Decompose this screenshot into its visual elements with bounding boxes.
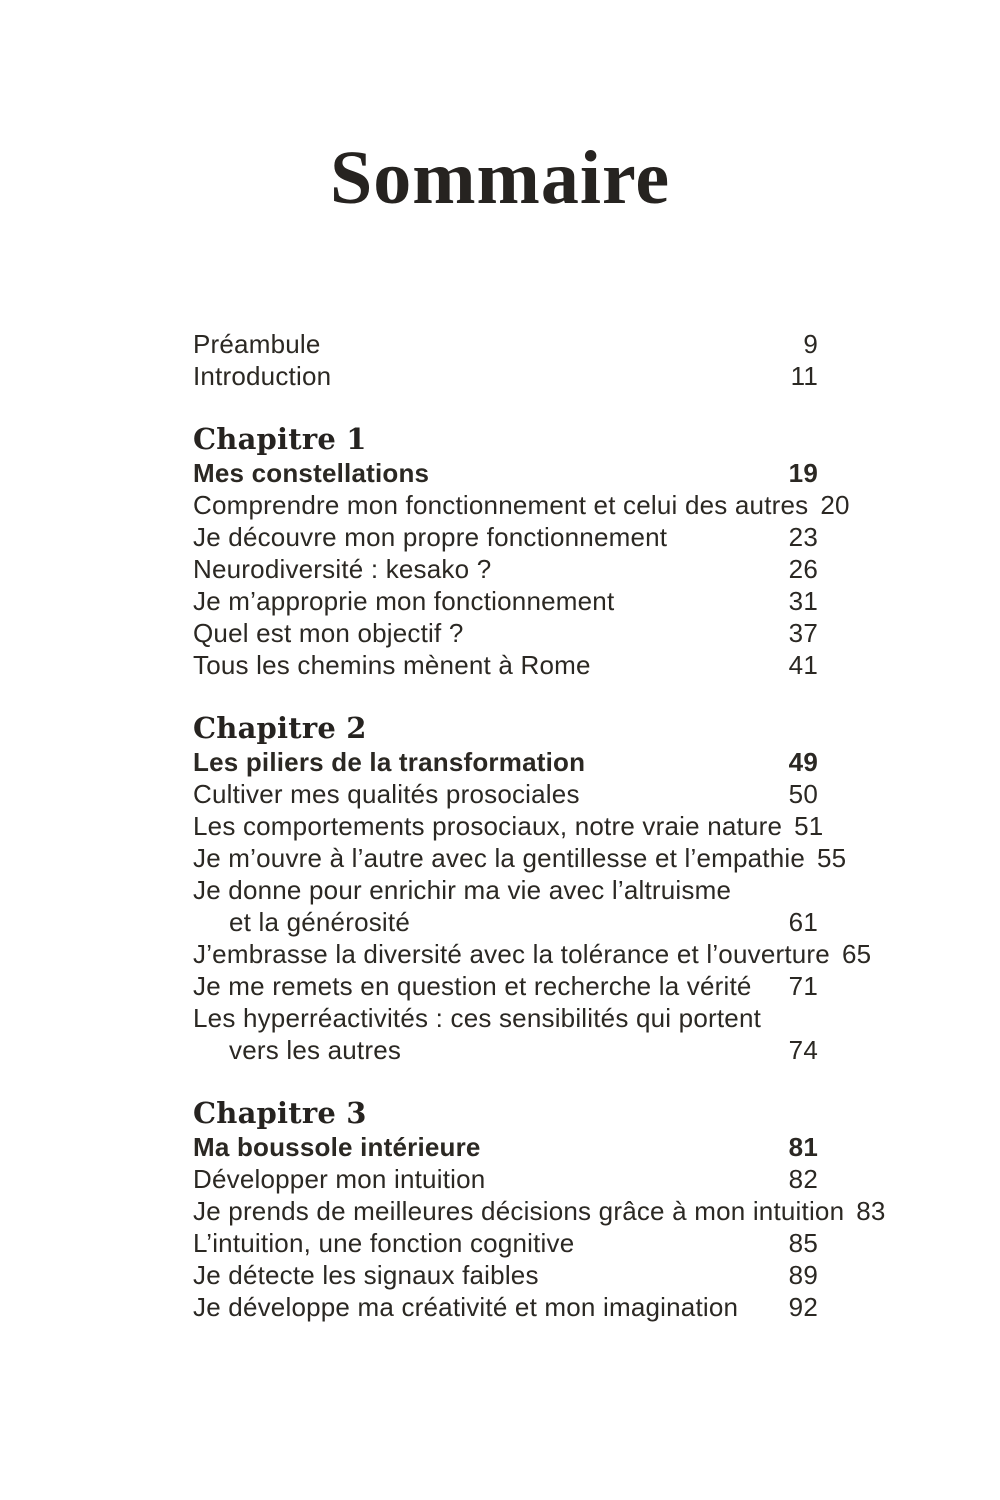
- toc-entry-page: 55: [817, 843, 847, 873]
- toc-entry-label: Tous les chemins mènent à Rome: [193, 650, 591, 680]
- chapter-title-entry-label: Ma boussole intérieure: [193, 1132, 481, 1162]
- toc-entry-page: 51: [794, 811, 824, 841]
- toc-entry-page: 71: [788, 971, 818, 1001]
- toc-entry-page: 89: [788, 1260, 818, 1290]
- chapter-heading: Chapitre 1: [193, 422, 367, 456]
- toc-entry-label: Je m’ouvre à l’autre avec la gentillesse et l’empathie: [193, 843, 805, 873]
- toc-entry-page: 20: [820, 490, 850, 520]
- toc-entry-label: Les comportements prosociaux, notre vraie nature: [193, 811, 783, 841]
- page-title: Sommaire: [329, 136, 671, 220]
- chapter-title-entry-page: 81: [788, 1132, 818, 1162]
- toc-entry-continuation: [193, 1034, 818, 1066]
- toc-entry-continuation-label: vers les autres: [229, 1035, 402, 1065]
- front-matter-entry: [193, 328, 818, 360]
- toc-entry-page: 31: [788, 586, 818, 616]
- toc-entry-label: L’intuition, une fonction cognitive: [193, 1228, 575, 1258]
- toc-entry-label: J’embrasse la diversité avec la tolérance et l’ouverture: [193, 939, 830, 969]
- toc-entry-label: Je donne pour enrichir ma vie avec l’altruisme: [193, 875, 732, 905]
- toc-entry-page: 50: [788, 779, 818, 809]
- toc-entry: [193, 810, 824, 842]
- toc-entry: [193, 938, 872, 970]
- toc-entry: [193, 1195, 886, 1227]
- toc-entry-continuation: [193, 906, 818, 938]
- toc-entry: [193, 1291, 818, 1323]
- toc-entry: [193, 649, 818, 681]
- toc-entry-page: 85: [788, 1228, 818, 1258]
- chapter-title-entry: [193, 457, 818, 489]
- chapters-section: [193, 421, 886, 1323]
- chapter-title-entry-page: 49: [788, 747, 818, 777]
- toc-entry-page: 26: [788, 554, 818, 584]
- toc-entry-label: Je découvre mon propre fonctionnement: [193, 522, 668, 552]
- toc-entry-continuation-label: et la générosité: [229, 907, 410, 937]
- front-matter-section: [193, 328, 818, 392]
- front-matter-entry: [193, 360, 818, 392]
- toc-entry: [193, 970, 818, 1002]
- chapter-title-entry: [193, 746, 818, 778]
- toc-entry: [193, 1227, 818, 1259]
- toc-entry-label: Neurodiversité : kesako ?: [193, 554, 492, 584]
- toc-entry-label: Je prends de meilleures décisions grâce à mon intuition: [193, 1196, 845, 1226]
- toc-entry: [193, 778, 818, 810]
- chapter-block: [193, 421, 850, 681]
- toc-list: [193, 328, 886, 1323]
- toc-entry-label: Les hyperréactivités : ces sensibilités qui portent: [193, 1003, 762, 1033]
- toc-entry-page: 83: [856, 1196, 886, 1226]
- toc-entry-page: 23: [788, 522, 818, 552]
- toc-entry: [193, 1259, 818, 1291]
- toc-entry: [193, 1163, 818, 1195]
- toc-entry-continuation-page: 74: [788, 1035, 818, 1065]
- chapter-title-entry-label: Mes constellations: [193, 458, 430, 488]
- toc-entry-label: Je détecte les signaux faibles: [193, 1260, 539, 1290]
- front-matter-entry-page: 9: [803, 329, 818, 359]
- toc-entry-page: 65: [841, 939, 872, 969]
- front-matter-entry-label: Préambule: [193, 329, 321, 359]
- toc-entry-label: Je me remets en question et recherche la vérité: [193, 971, 752, 1001]
- toc-entry: [193, 617, 818, 649]
- toc-entry-label: Quel est mon objectif ?: [193, 618, 464, 648]
- toc-entry: [193, 874, 818, 906]
- toc-entry-label: Comprendre mon fonctionnement et celui des autres: [193, 490, 809, 520]
- toc-entry-continuation-page: 61: [788, 907, 818, 937]
- toc-entry: [193, 489, 850, 521]
- front-matter-entry-label: Introduction: [193, 361, 332, 391]
- toc-entry-label: Développer mon intuition: [193, 1164, 486, 1194]
- chapter-heading: Chapitre 2: [193, 711, 367, 745]
- toc-entry-label: Je m’approprie mon fonctionnement: [193, 586, 615, 616]
- toc-entry: [193, 553, 818, 585]
- toc-entry: [193, 842, 847, 874]
- toc-entry: [193, 521, 818, 553]
- toc-entry: [193, 1002, 818, 1034]
- toc-entry-page: 37: [788, 618, 818, 648]
- chapter-title-entry-label: Les piliers de la transformation: [193, 747, 586, 777]
- toc-entry-page: 41: [788, 650, 818, 680]
- toc-entry-label: Cultiver mes qualités prosociales: [193, 779, 580, 809]
- chapter-title-entry: [193, 1131, 818, 1163]
- toc-entry: [193, 585, 818, 617]
- chapter-block: [193, 1095, 886, 1323]
- chapter-heading: Chapitre 3: [193, 1096, 367, 1130]
- toc-entry-page: 82: [788, 1164, 818, 1194]
- chapter-title-entry-page: 19: [788, 458, 818, 488]
- front-matter-entry-page: 11: [790, 361, 818, 391]
- toc-entry-label: Je développe ma créativité et mon imagination: [193, 1292, 739, 1322]
- toc-entry-page: 92: [788, 1292, 818, 1322]
- chapter-block: [193, 710, 872, 1066]
